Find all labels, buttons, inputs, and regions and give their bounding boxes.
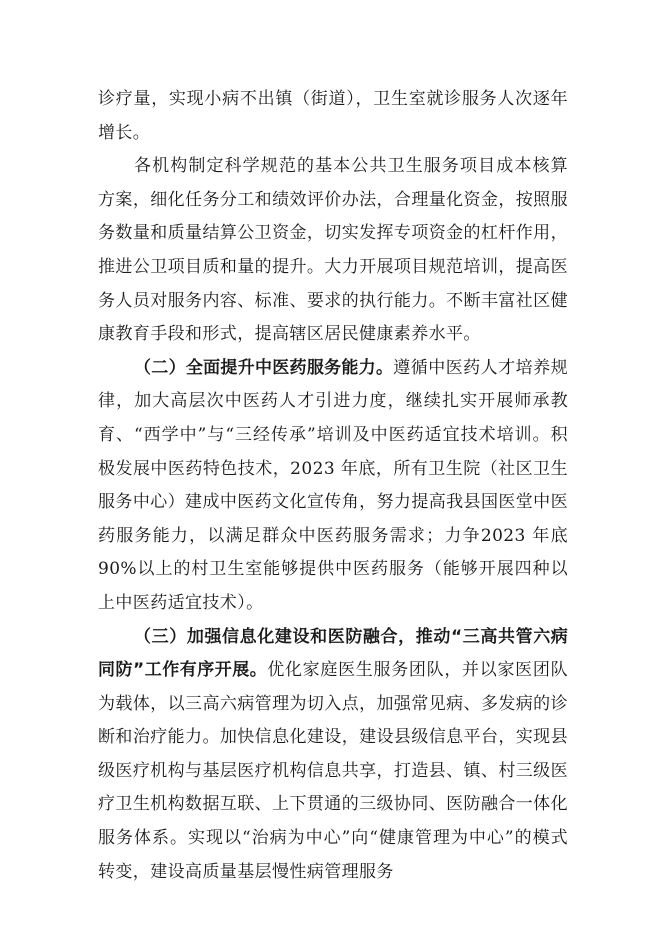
paragraph-1: 诊疗量，实现小病不出镇（街道），卫生室就诊服务人次逐年增长。 bbox=[98, 89, 568, 143]
section-3-body: 优化家庭医生服务团队，并以家医团队为载体，以三高六病管理为切入点，加强常见病、多发病的诊断和治疗能力。加快信息化建设，建设县级信息平台，实现县级医疗机构与基层医疗机构信息共享，打造县、镇、村三级医疗卫生机构数据互联、上下贯通的三级协同、医防融合一体化服务体系。实现以“治病为中心”向“健康管理为中心”的模式转变，建设高质量基层慢性病管理服务 bbox=[98, 660, 568, 882]
document-body bbox=[98, 83, 568, 889]
paragraph-2: 各机构制定科学规范的基本公共卫生服务项目成本核算方案，细化任务分工和绩效评价办法，合理量化资金，按照服务数量和质量结算公卫资金，切实发挥专项资金的杠杆作用，推进公卫项目质和量的提升。大力开展项目规范培训，提高医务人员对服务内容、标准、要求的执行能力。不断丰富社区健康教育手段和形式，提高辖区居民健康素养水平。 bbox=[98, 156, 568, 345]
section-3-heading: （三）加强信息化建设和医防融合，推动“三高共管六病同防”工作有序开展。 bbox=[98, 626, 568, 681]
section-2-heading: （二）全面提升中医药服务能力。 bbox=[134, 357, 394, 378]
section-3-paragraph bbox=[98, 621, 568, 890]
section-2-paragraph bbox=[98, 352, 568, 621]
section-2-body: 遵循中医药人才培养规律，加大高层次中医药人才引进力度，继续扎实开展师承教育、“西学中”与“三经传承”培训及中医药适宜技术培训。积极发展中医药特色技术，2023 年底，所有卫生院（社区卫生服务中心）建成中医药文化宣传角，努力提高我县国医堂中医药服务能力，以满足群众中医药服务需求；力争2023 年底 90%以上的村卫生室能够提供中医药服务（能够开展四种以上中医药适宜技术）。 bbox=[98, 357, 568, 613]
